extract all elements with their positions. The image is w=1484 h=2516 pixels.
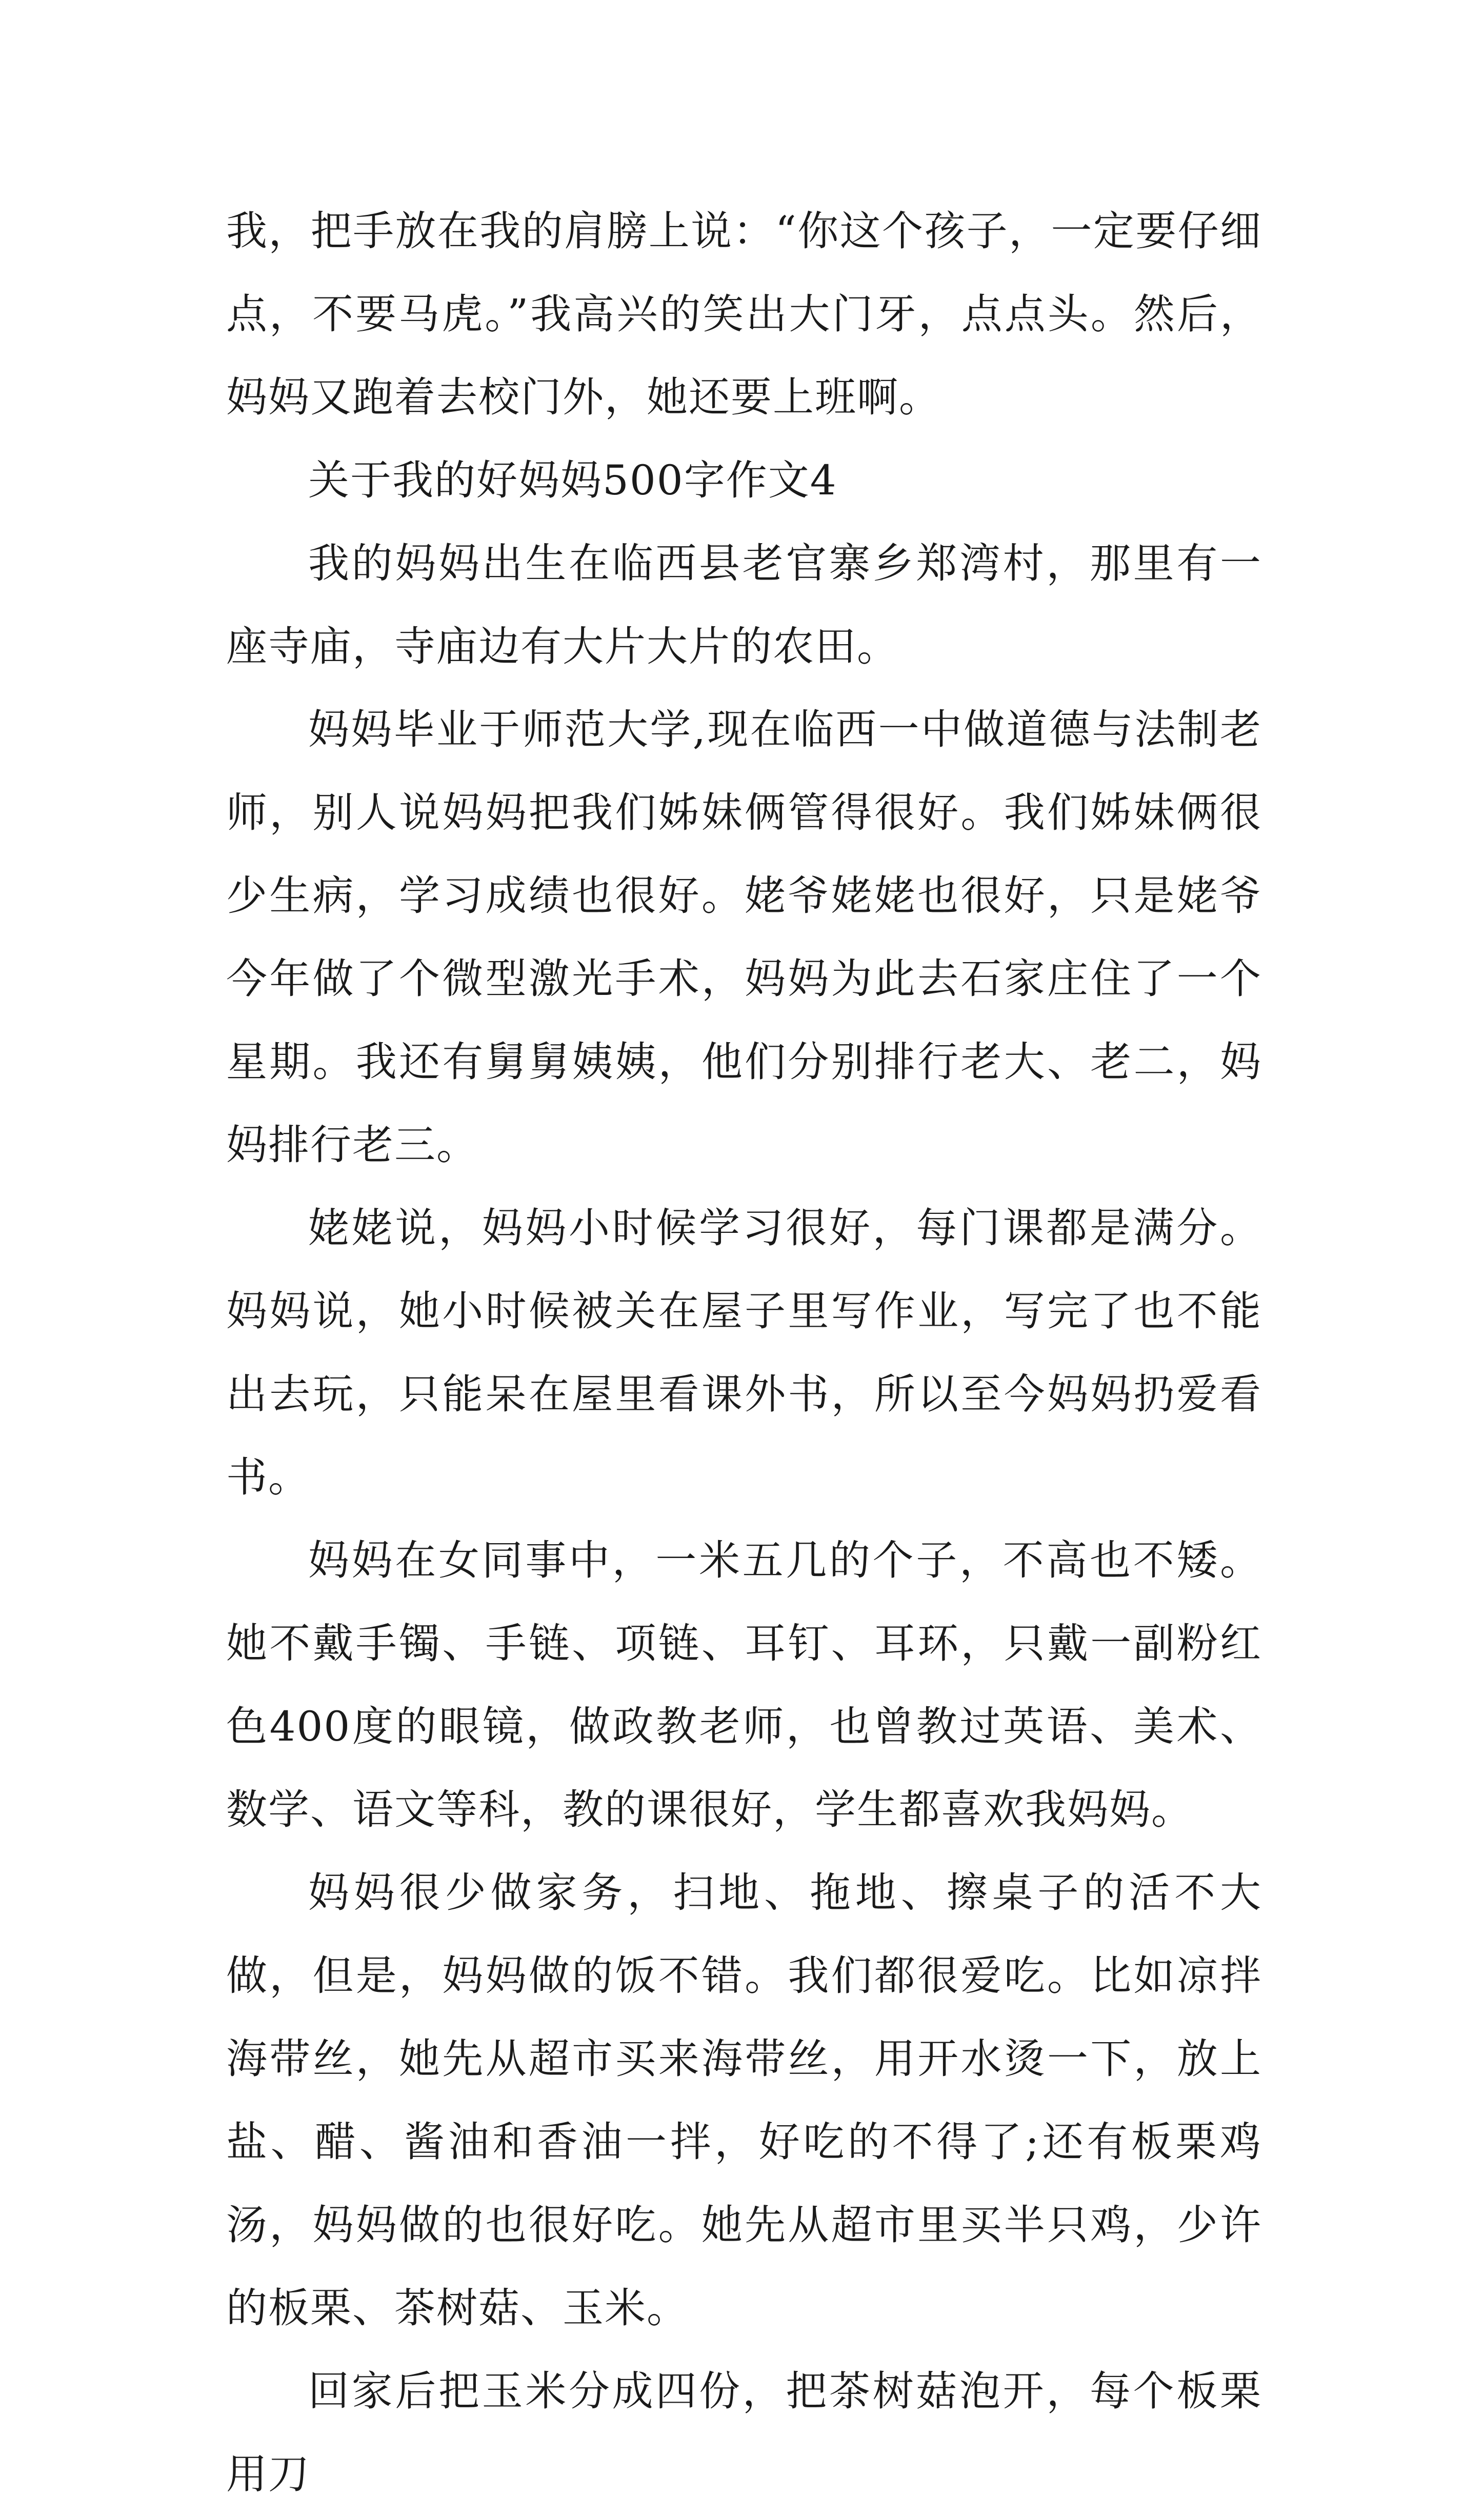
paragraph-childhood: 姥姥说，妈妈小时候学习很好，每门课都是满分。妈妈说，她小时候被关在屋子里写作业，写完了也不能出去玩，只能呆在屋里看课外书，所以至今妈妈扔爱看书。: [226, 1204, 1262, 1501]
paragraph-continuation: 我，把手放在我的肩膀上说：“你这个孩子，一定要仔细点，不要马虎。”我高兴的笑出大门牙，点点头。然后，妈妈又跑着去校门外，她还要上班啊。: [226, 207, 1262, 421]
paragraph-appearance: 妈妈在女同事中，一米五几的个子，不高也不矮。她不戴手镯、手链、项链、耳钉、耳环，只戴一副粉红色400度的眼镜，做政教老师，也曾教过英语、美术、数学、语文等科，教的课很好，学生都喜欢我妈妈。: [226, 1536, 1262, 1833]
document-body: [226, 190, 1262, 2516]
paragraph-profession: 妈妈毕业于师范大学,现在临西一中做道德与法制老师，别人说妈妈把我们姊妹俩管得很好。我们姊妹俩很少生病，学习成绩也很好。姥爷姥姥也很好，只是姥爷今年做了个微型激光手术，妈妈为此去石家庄住了一个星期。我还有舅舅姨姨，他们分别排行老大、老二，妈妈排行老三。: [226, 706, 1262, 1169]
paragraph-birthplace: 我的妈妈出生在临西县老官寨乡郑湾村，那里有一座寺庙，寺庙边有大片大片的农田。: [226, 540, 1262, 670]
paragraph-cooking: 妈妈很少做家务，扫地、拖地、擦桌子的活不大做，但是，妈妈做的饭不错。我们都很爱吃。比如凉拌海带丝，她先从超市买来海带丝，用开水烫一下，放上盐、醋、酱油和香油一拌，好吃的不得了;还有板栗鸡汤，妈妈做的也很好吃。她先从超市里买半只鸡，少许的板栗、茶树菇、玉米。: [226, 1869, 1262, 2332]
paragraph-recipe: 回家后把玉米分成四份，把茶树菇泡开，每个板栗用刀: [226, 2367, 1262, 2498]
essay-title: 关于我的好妈妈500字作文4: [308, 456, 837, 504]
